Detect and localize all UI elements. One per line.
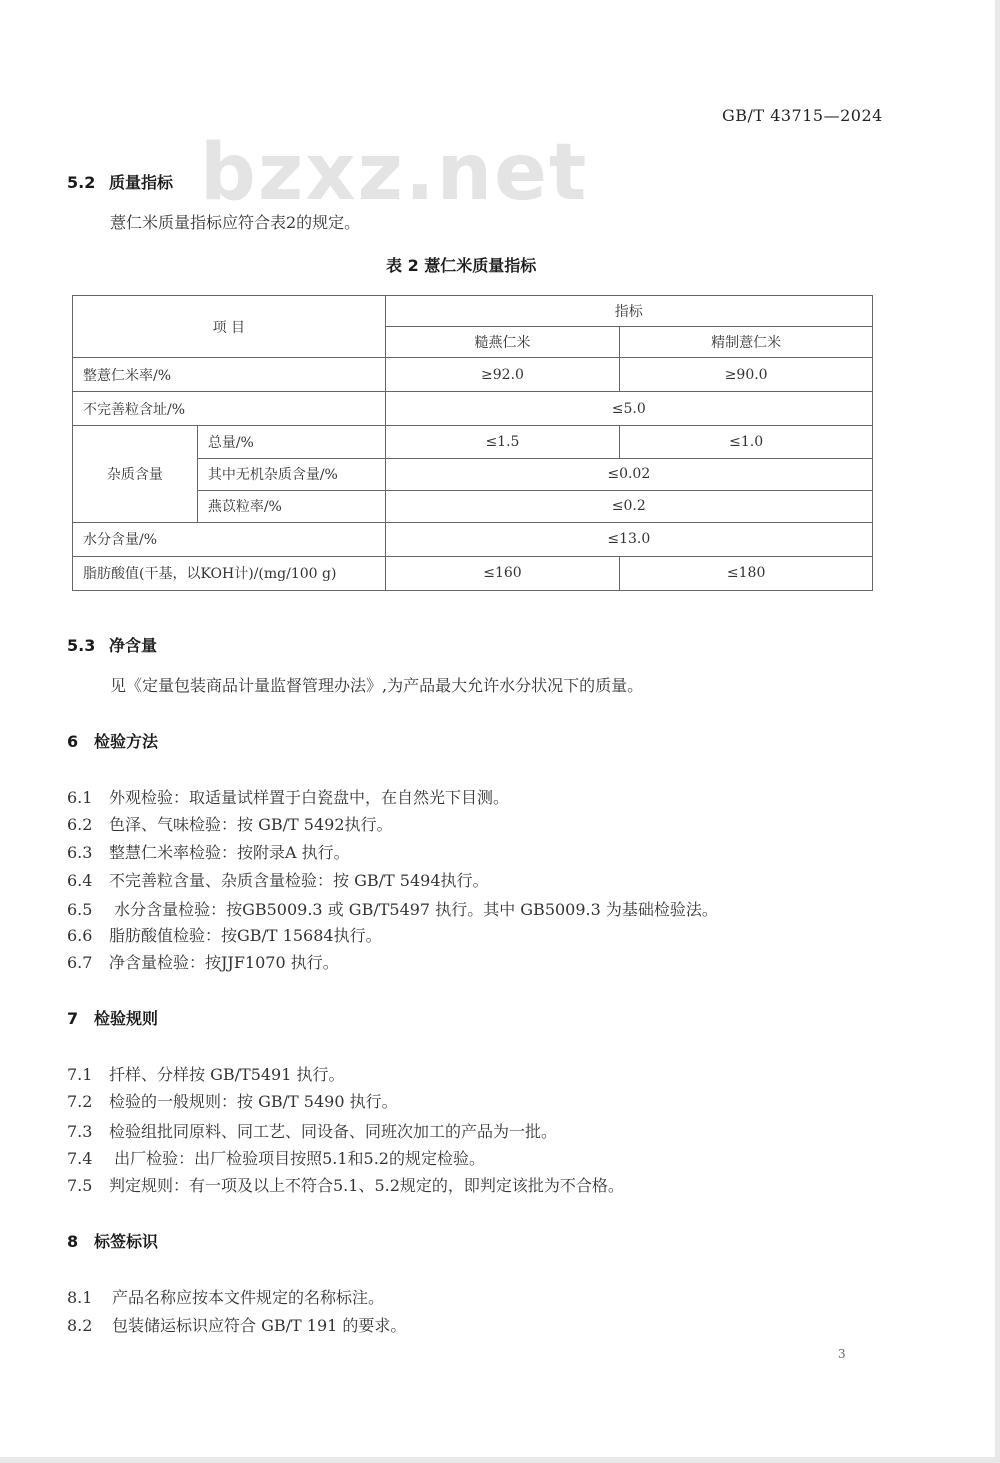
section-heading-8 (67, 1229, 158, 1252)
row-item: 不完善粒含址/% (73, 392, 386, 426)
section-title: 净含量 (109, 636, 158, 655)
section-title: 质量指标 (109, 173, 174, 192)
list-item: 7.5 判定规则：有一项及以上不符合5.1、5.2规定的，即判定该批为不合格。 (67, 1176, 624, 1195)
table-row (73, 392, 873, 426)
row-col2: ≤180 (620, 556, 873, 590)
row-sub-item: 总量/% (197, 426, 385, 458)
header-col2: 精制薏仁米 (620, 327, 873, 358)
list-item: 6.1 外观检验：取适量试样置于白瓷盘中，在自然光下目测。 (67, 788, 510, 807)
section-body-5-2: 薏仁米质量指标应符合表2的规定。 (110, 213, 361, 232)
header-col1: 糙燕仁米 (385, 327, 620, 358)
list-item: 8.1 产品名称应按本文件规定的名称标注。 (67, 1288, 385, 1307)
list-item: 6.5 水分含量检验：按GB5009.3 或 GB/T5497 执行。其中 GB5009.3 为基础检验法。 (67, 900, 718, 919)
table-row (73, 358, 873, 392)
section-number: 5.2 (67, 173, 96, 192)
list-item: 6.7 净含量检验：按JJF1070 执行。 (67, 953, 339, 972)
list-item: 7.2 检验的一般规则：按 GB/T 5490 执行。 (67, 1092, 398, 1111)
section-body-5-3: 见《定量包装商品计量监督管理办法》,为产品最大允许水分状况下的质量。 (110, 676, 644, 695)
list-item: 8.2 包装储运标识应符合 GB/T 191 的要求。 (67, 1316, 407, 1335)
section-number: 7 (67, 1009, 79, 1028)
table-header-row (73, 296, 873, 327)
row-col1: ≥92.0 (385, 358, 620, 392)
row-col1: ≤160 (385, 556, 620, 590)
section-heading-5-3 (67, 633, 157, 656)
header-item: 项 目 (73, 296, 386, 358)
section-number: 6 (67, 732, 79, 751)
row-col2: ≥90.0 (620, 358, 873, 392)
row-sub-item: 燕苡粒率/% (197, 490, 385, 522)
row-item: 整薏仁米率/% (73, 358, 386, 392)
list-item: 6.3 整慧仁米率检验：按附录A 执行。 (67, 843, 350, 862)
row-merged-value: ≤5.0 (385, 392, 872, 426)
row-sub-item: 其中无机杂质含量/% (197, 458, 385, 490)
watermark: bzxz.net (200, 128, 589, 218)
row-group: 杂质含量 (73, 426, 198, 522)
list-item: 6.6 脂肪酸值检验：按GB/T 15684执行。 (67, 926, 382, 945)
standard-number: GB/T 43715—2024 (722, 106, 883, 125)
table-caption: 表 2 薏仁米质量指标 (386, 256, 537, 275)
row-merged-value: ≤0.02 (385, 458, 872, 490)
section-number: 5.3 (67, 636, 96, 655)
row-merged-value: ≤13.0 (385, 522, 872, 556)
row-item: 脂肪酸值(干基，以KOH计)/(mg/100 g) (73, 556, 386, 590)
row-col2: ≤1.0 (620, 426, 873, 458)
section-number: 8 (67, 1232, 79, 1251)
list-item: 7.4 出厂检验：出厂检验项目按照5.1和5.2的规定检验。 (67, 1149, 485, 1168)
header-indicator: 指标 (385, 296, 872, 327)
list-item: 6.4 不完善粒含量、杂质含量检验：按 GB/T 5494执行。 (67, 871, 489, 890)
quality-indicator-table (72, 295, 873, 591)
section-heading-5-2 (67, 170, 173, 193)
section-title: 检验方法 (94, 732, 159, 751)
section-heading-6 (67, 729, 158, 752)
table-row (73, 556, 873, 590)
section-title: 检验规则 (94, 1009, 159, 1028)
section-title: 标签标识 (94, 1232, 159, 1251)
row-col1: ≤1.5 (385, 426, 620, 458)
page-number: 3 (838, 1347, 846, 1361)
table-row (73, 426, 873, 458)
list-item: 6.2 色泽、气味检验：按 GB/T 5492执行。 (67, 815, 393, 834)
section-heading-7 (67, 1006, 158, 1029)
list-item: 7.1 扦样、分样按 GB/T5491 执行。 (67, 1065, 345, 1084)
row-item: 水分含量/% (73, 522, 386, 556)
table-row (73, 522, 873, 556)
list-item: 7.3 检验组批同原料、同工艺、同设备、同班次加工的产品为一批。 (67, 1122, 558, 1141)
row-merged-value: ≤0.2 (385, 490, 872, 522)
